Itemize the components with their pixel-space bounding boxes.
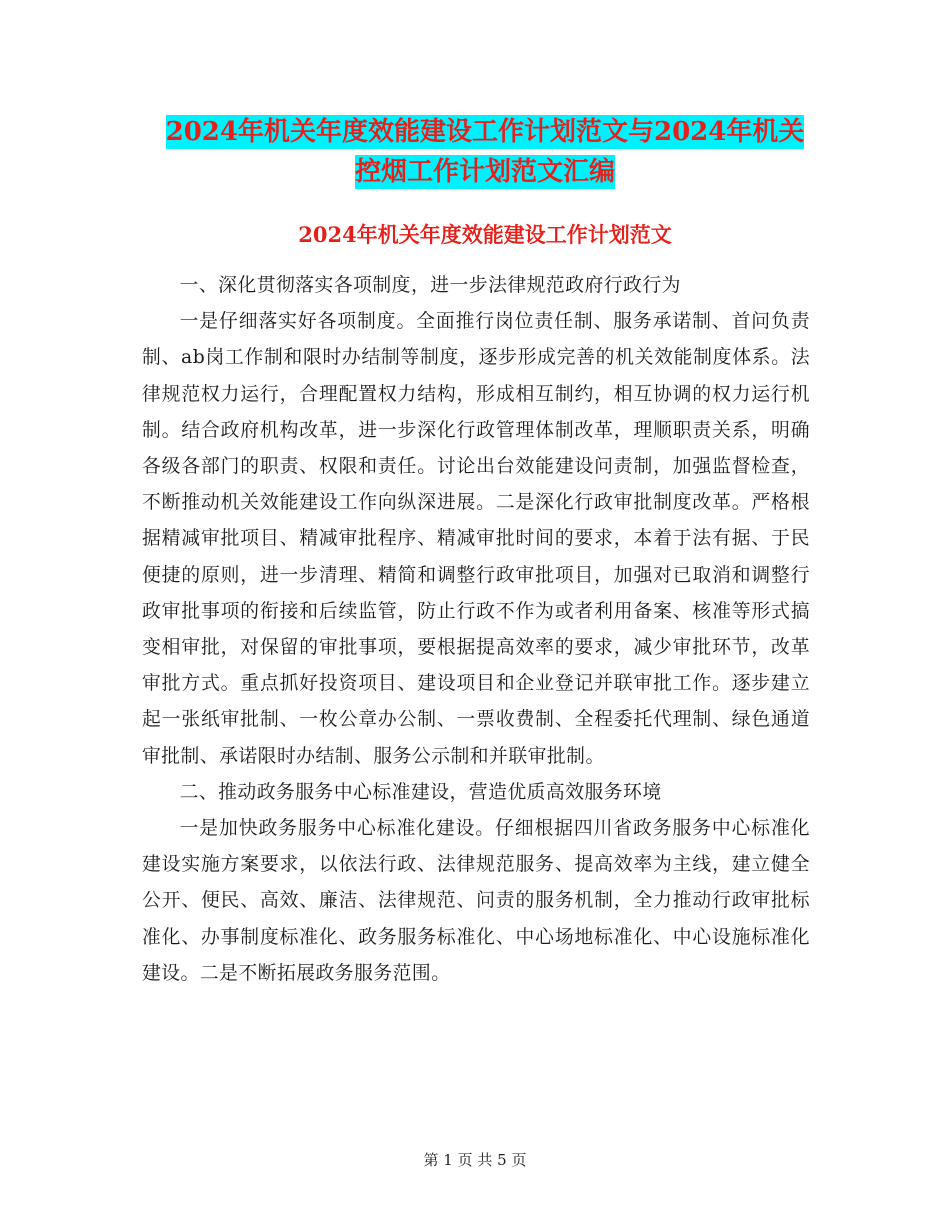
paragraph: 一是加快政务服务中心标准化建设。仔细根据四川省政务服务中心标准化建设实施方案要求，以依法行政、法律规范服务、提高效率为主线，建立健全公开、便民、高效、廉洁、法律规范、问责的服务机制，全力推动行政审批标准化、办事制度标准化、政务服务标准化、中心场地标准化、中心设施标准化建设。二是不断拓展政务服务范围。 [142, 818, 810, 984]
page-footer: 第 1 页 共 5 页 [423, 1151, 527, 1169]
paragraph-heading-1: 一、深化贯彻落实各项制度，进一步法律规范政府行政行为 [179, 275, 681, 296]
document-body [142, 268, 810, 992]
paragraph: 一是仔细落实好各项制度。全面推行岗位责任制、服务承诺制、首问负责制、ab岗工作制和限时办结制等制度，逐步形成完善的机关效能制度体系。法律规范权力运行，合理配置权力结构，形成相互制约，相互协调的权力运行机制。结合政府机构改革，进一步深化行政管理体制改革，理顺职责关系，明确各级各部门的职责、权限和责任。讨论出台效能建设问责制，加强监督检查，不断推动机关效能建设工作向纵深进展。二是深化行政审批制度改革。严格根据精减审批项目、精减审批程序、精减审批时间的要求，本着于法有据、于民便捷的原则，进一步清理、精简和调整行政审批项目，加强对已取消和调整行政审批事项的衔接和后续监管，防止行政不作为或者利用备案、核准等形式搞变相审批，对保留的审批事项，要根据提高效率的要求，减少审批环节，改革审批方式。重点抓好投资项目、建设项目和企业登记并联审批工作。逐步建立起一张纸审批制、一枚公章办公制、一票收费制、全程委托代理制、绿色通道审批制、承诺限时办结制、服务公示制和并联审批制。 [142, 311, 810, 767]
main-title [140, 112, 830, 192]
main-title-line-1: 2024年机关年度效能建设工作计划范文与2024年机关 [165, 117, 805, 147]
paragraph-heading-2: 二、推动政务服务中心标准建设，营造优质高效服务环境 [179, 781, 662, 803]
main-title-line-2: 控烟工作计划范文汇编 [354, 157, 615, 187]
section-title: 2024年机关年度效能建设工作计划范文 [298, 222, 672, 247]
